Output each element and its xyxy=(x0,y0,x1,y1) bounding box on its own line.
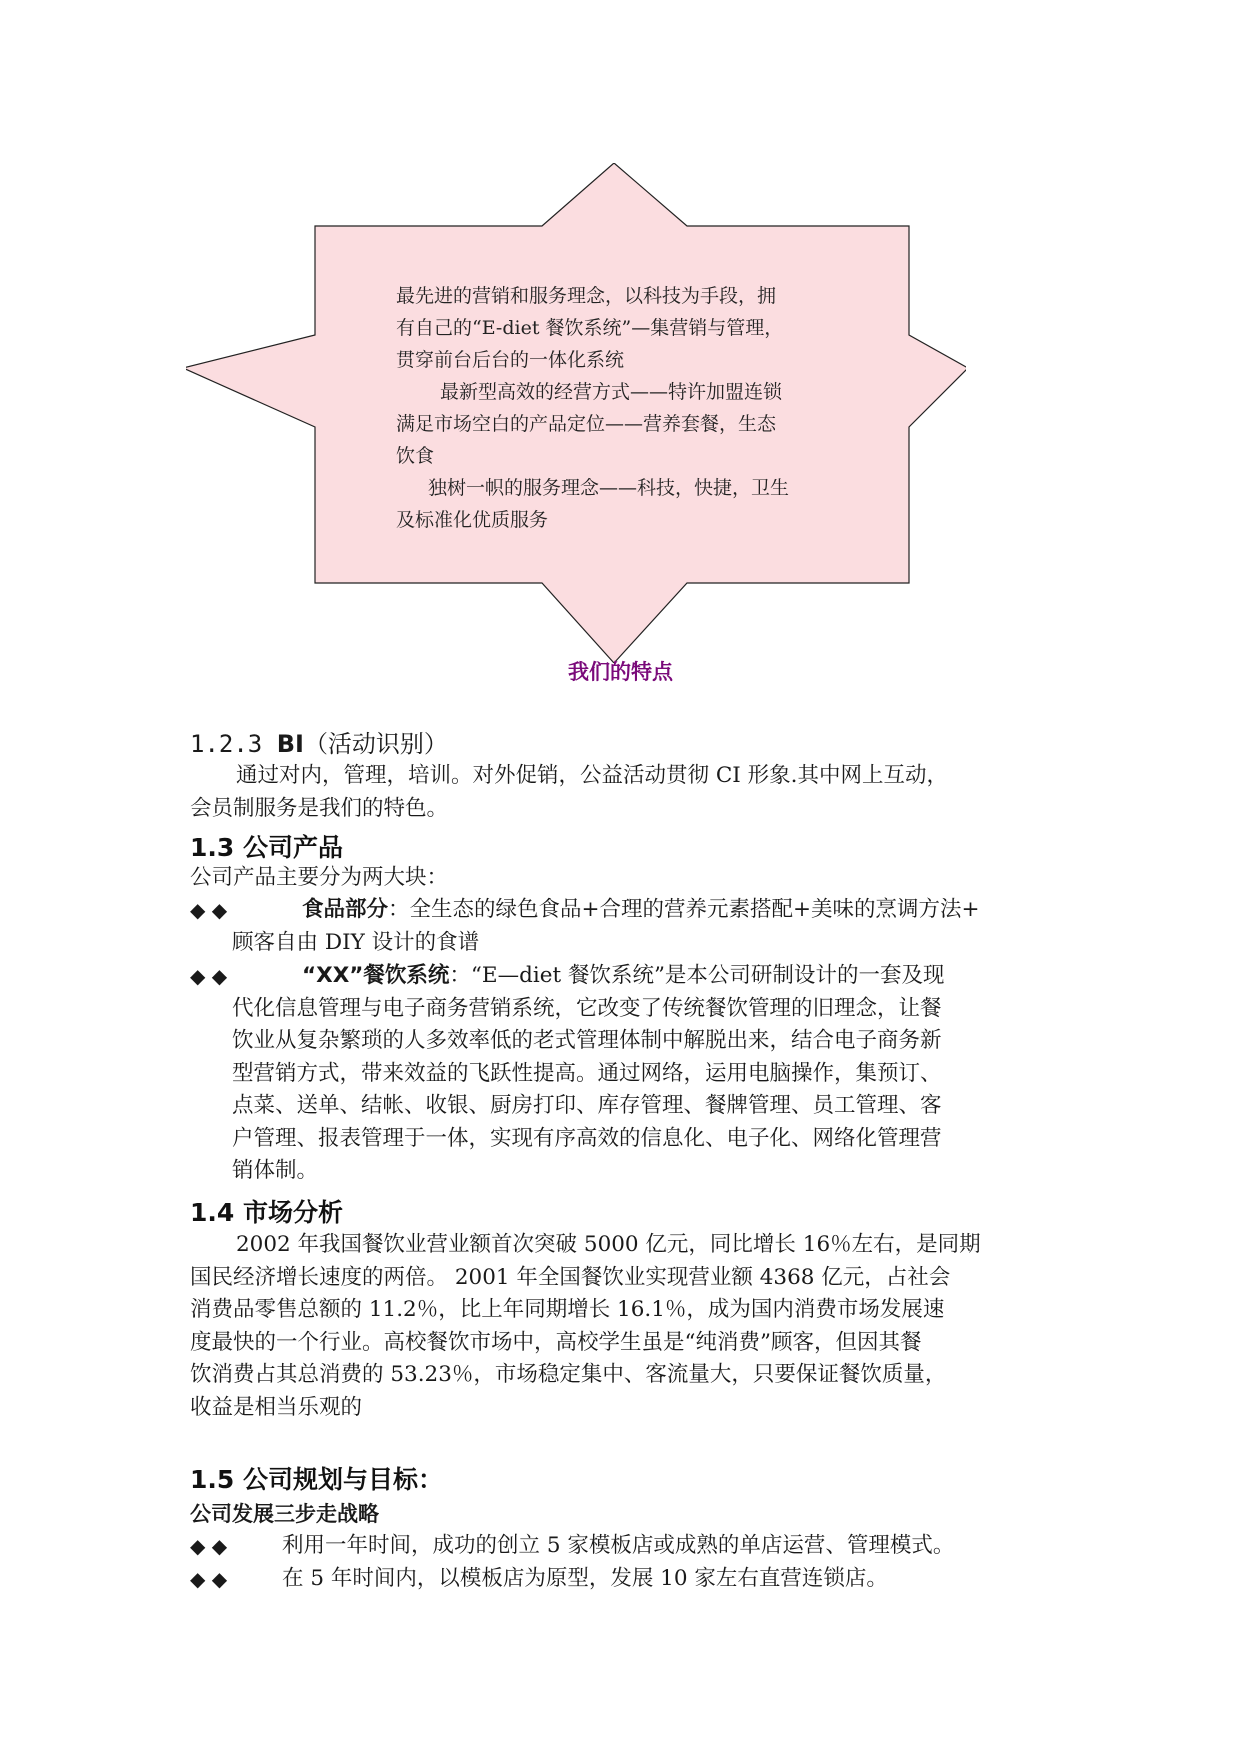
bullet-line: ：“E—diet 餐饮系统”是本公司研制设计的一套及现 xyxy=(449,963,945,988)
paragraph-line: 度最快的一个行业。高校餐饮市场中，高校学生虽是“纯消费”顾客，但因其餐 xyxy=(190,1329,922,1355)
section-14-paragraph xyxy=(190,1229,1060,1424)
bullet-diamond-icon: ◆ ◆ xyxy=(190,964,228,988)
bullet-line: ：全生态的绿色食品+合理的营养元素搭配+美味的烹调方法+ xyxy=(388,897,980,922)
bullet-line: 利用一年时间，成功的创立 5 家模板店或成熟的单店运营、管理模式。 xyxy=(282,1533,955,1558)
star-line: 最先进的营销和服务理念，以科技为手段，拥 xyxy=(396,285,777,307)
paragraph-line: 收益是相当乐观的 xyxy=(190,1394,363,1420)
bullet-line: 顾客自由 DIY 设计的食谱 xyxy=(232,929,480,955)
bullet-line: 在 5 年时间内，以模板店为原型，发展 10 家左右直营连锁店。 xyxy=(282,1566,888,1591)
star-text xyxy=(396,280,856,536)
bullet-line: 户管理、报表管理于一体，实现有序高效的信息化、电子化、网络化管理营 xyxy=(232,1125,942,1151)
bullet-line: 代化信息管理与电子商务营销系统，它改变了传统餐饮管理的旧理念，让餐 xyxy=(232,995,942,1021)
star-line: 最新型高效的经营方式——特许加盟连锁 xyxy=(440,381,783,403)
section-123-paragraph xyxy=(190,760,1060,825)
bullet-line: 销体制。 xyxy=(232,1158,319,1183)
paragraph-line: 通过对内，管理，培训。对外促销，公益活动贯彻 CI 形象.其中网上互动， xyxy=(236,763,948,788)
bullet-item xyxy=(190,1530,1070,1563)
bullet-label: “XX”餐饮系统 xyxy=(302,963,450,988)
bullet-line: 点菜、送单、结帐、收银、厨房打印、库存管理、餐牌管理、员工管理、客 xyxy=(232,1093,942,1118)
star-line: 独树一帜的服务理念——科技，快捷，卫生 xyxy=(428,477,790,499)
star-line: 饮食 xyxy=(396,445,435,467)
bullet-label: 食品部分 xyxy=(302,897,389,922)
figure-caption: 我们的特点 xyxy=(568,660,673,684)
bullet-item xyxy=(190,960,1070,1188)
bullet-line: 饮业从复杂繁琐的人多效率低的老式管理体制中解脱出来，结合电子商务新 xyxy=(232,1028,942,1053)
paragraph-line: 2002 年我国餐饮业营业额首次突破 5000 亿元，同比增长 16％左右，是同期 xyxy=(236,1232,981,1257)
section-123-number: 1.2.3 xyxy=(190,730,263,758)
paragraph-line: 饮消费占其总消费的 53.23％，市场稳定集中、客流量大，只要保证餐饮质量， xyxy=(190,1362,947,1387)
star-line: 有自己的“E-diet 餐饮系统”—集营销与管理， xyxy=(396,317,784,339)
bullet-item xyxy=(190,1563,1070,1596)
bullet-diamond-icon: ◆ ◆ xyxy=(190,898,228,922)
star-line: 满足市场空白的产品定位——营养套餐，生态 xyxy=(396,413,777,435)
star-line: 贯穿前台后台的一体化系统 xyxy=(396,349,625,371)
star-line: 及标准化优质服务 xyxy=(396,509,549,531)
paragraph-line: 消费品零售总额的 11.2％，比上年同期增长 16.1％，成为国内消费市场发展速 xyxy=(190,1297,945,1322)
section-14-heading: 1.4 市场分析 xyxy=(190,1198,343,1227)
section-13-intro: 公司产品主要分为两大块： xyxy=(190,865,449,890)
paragraph-line: 会员制服务是我们的特色。 xyxy=(190,795,449,821)
section-123-bold: BI xyxy=(276,730,304,758)
paragraph-line: 国民经济增长速度的两倍。 2001 年全国餐饮业实现营业额 4368 亿元，占社会 xyxy=(190,1264,951,1290)
section-123-heading xyxy=(190,724,448,759)
section-123-title: （活动识别） xyxy=(303,730,448,758)
section-15-heading: 1.5 公司规划与目标： xyxy=(190,1465,443,1494)
bullet-item xyxy=(190,894,1070,959)
bullet-line: 型营销方式，带来效益的飞跃性提高。通过网络，运用电脑操作，集预订、 xyxy=(232,1060,942,1086)
bullet-diamond-icon: ◆ ◆ xyxy=(190,1534,228,1558)
section-15-subheading: 公司发展三步走战略 xyxy=(190,1502,379,1526)
section-13-heading: 1.3 公司产品 xyxy=(190,833,343,862)
bullet-diamond-icon: ◆ ◆ xyxy=(190,1567,228,1591)
